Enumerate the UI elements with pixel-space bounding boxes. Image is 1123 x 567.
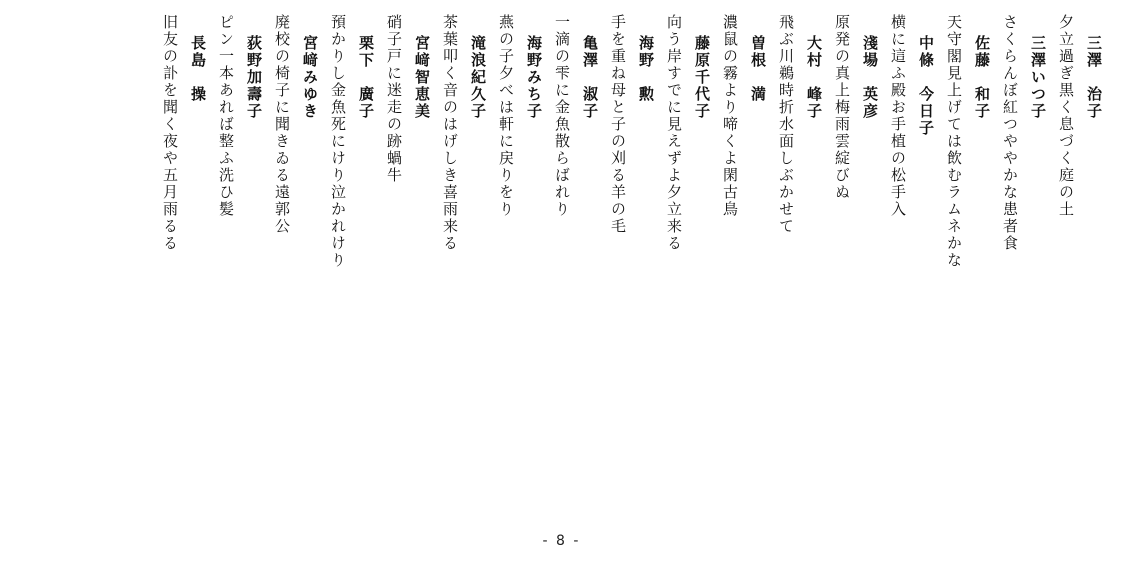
author-name: 三澤 治子 <box>1085 35 1103 120</box>
author-name: 佐藤 和子 <box>973 35 991 120</box>
haiku-entry <box>828 14 877 201</box>
haiku-entry <box>996 14 1045 252</box>
haiku-text: 天守閣見上げては飲むラムネかな <box>945 14 963 269</box>
author-name: 淺場 英彦 <box>861 35 879 120</box>
haiku-text: 茶葉叩く音のはげしき喜雨来る <box>441 14 459 252</box>
author-name: 滝浪紀久子 <box>469 35 487 120</box>
author-name: 宮﨑みゆき <box>301 35 319 120</box>
author-name: 藤原千代子 <box>693 35 711 120</box>
haiku-entry <box>324 14 373 269</box>
haiku-text: 預かりし金魚死にけり泣かれけり <box>329 14 347 269</box>
haiku-entry <box>1052 14 1101 218</box>
haiku-text: さくらんぼ紅つややかな患者食 <box>1001 14 1019 252</box>
haiku-text: 原発の真上梅雨雲綻びぬ <box>833 14 851 201</box>
haiku-text: 手を重ね母と子の刈る羊の毛 <box>609 14 627 235</box>
author-name: 中條 今日子 <box>917 35 935 137</box>
author-name: 荻野加壽子 <box>245 35 263 120</box>
haiku-entry <box>436 14 485 252</box>
haiku-text: 向う岸すでに見えずよ夕立来る <box>665 14 683 252</box>
author-name: 海野 勲 <box>637 35 655 103</box>
author-name: 曽根 満 <box>749 35 767 103</box>
haiku-text: 一滴の雫に金魚散らばれり <box>553 14 571 218</box>
haiku-text: 旧友の訃を聞く夜や五月雨るる <box>161 14 179 252</box>
author-name: 亀澤 淑子 <box>581 35 599 120</box>
haiku-text: 燕の子夕べは軒に戻りをり <box>497 14 515 218</box>
haiku-entry <box>716 14 765 218</box>
haiku-entry <box>492 14 541 218</box>
page-number: - 8 - <box>542 533 581 549</box>
haiku-entry <box>380 14 429 184</box>
haiku-entry <box>212 14 261 218</box>
author-name: 栗下 廣子 <box>357 35 375 120</box>
haiku-entry <box>940 14 989 269</box>
haiku-text: 飛ぶ川鵜時折水面しぶかせて <box>777 14 795 235</box>
haiku-text: ピン一本あれば整ふ洗ひ髪 <box>217 14 235 218</box>
author-name: 宮﨑智恵美 <box>413 35 431 120</box>
haiku-entry <box>604 14 653 235</box>
author-name: 長島 操 <box>189 35 207 103</box>
author-name: 三澤いつ子 <box>1029 35 1047 120</box>
haiku-entry <box>884 14 933 218</box>
haiku-entry <box>268 14 317 235</box>
haiku-text: 廃校の椅子に聞きゐる遠郭公 <box>273 14 291 235</box>
author-name: 大村 峰子 <box>805 35 823 120</box>
haiku-entry <box>772 14 821 235</box>
haiku-entry <box>156 14 205 252</box>
haiku-text: 濃鼠の霧より啼くよ閑古鳥 <box>721 14 739 218</box>
author-name: 海野みち子 <box>525 35 543 120</box>
haiku-text: 夕立過ぎ黒く息づく庭の土 <box>1057 14 1075 218</box>
haiku-entry <box>548 14 597 218</box>
haiku-text: 横に這ふ殿お手植の松手入 <box>889 14 907 218</box>
haiku-columns <box>16 14 1101 514</box>
haiku-text: 硝子戸に迷走の跡蝸牛 <box>385 14 403 184</box>
haiku-entry <box>660 14 709 252</box>
